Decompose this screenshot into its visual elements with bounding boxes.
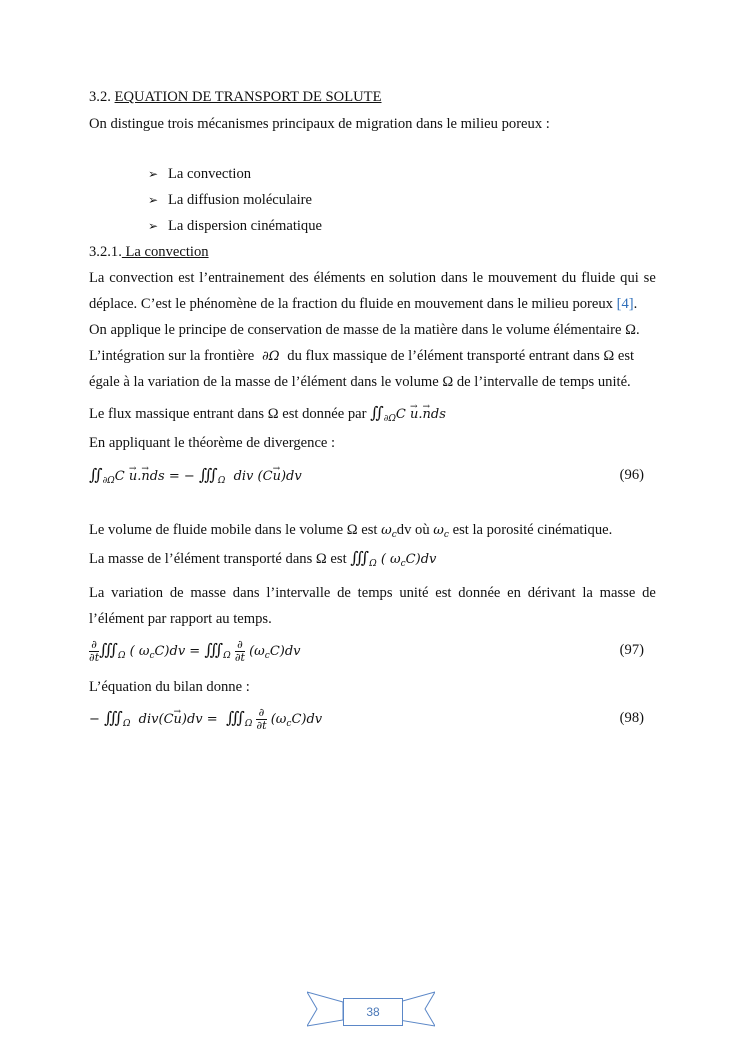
arrow-bullet-icon: ➢	[148, 219, 159, 233]
subsection-heading	[89, 243, 209, 261]
paragraph-line: La variation de masse dans l’intervalle de temps unité est donnée en dérivant la masse de	[89, 585, 656, 601]
list-item: La diffusion moléculaire	[168, 192, 312, 208]
section-number: 3.2.	[89, 89, 111, 105]
page-number: 38	[343, 998, 403, 1026]
mass-line: La masse de l’élément transporté dans Ω est $∭_\Omega$ ( $\omega_cC)dv$	[89, 548, 437, 569]
paragraph-line: déplace. C’est le phénomène de la fraction du fluide en mouvement dans le milieu poreux [4].	[89, 296, 638, 312]
arrow-bullet-icon: ➢	[148, 167, 159, 181]
list-item: La dispersion cinématique	[168, 218, 322, 234]
section-heading	[89, 88, 382, 106]
paragraph-text: La masse de l’élément transporté dans Ω est	[89, 551, 347, 567]
bilan-line: L’équation du bilan donne :	[89, 679, 250, 695]
boundary-symbol: ∂Ω	[257, 349, 284, 364]
subsection-title: La convection	[121, 244, 209, 260]
divergence-line: En appliquant le théorème de divergence :	[89, 435, 336, 451]
equation-number: (96)	[619, 467, 644, 483]
paragraph-text: dv où	[396, 522, 430, 538]
paragraph-text: est la porosité cinématique.	[452, 522, 613, 538]
paragraph-line: égale à la variation de la masse de l’élément dans le volume Ω de l’intervalle de temps unité.	[89, 374, 631, 390]
mobile-fluid-line: Le volume de fluide mobile dans le volume Ω est $\omega_cdv$ où $\omega_c$ est la porosité cinématique.	[89, 522, 613, 540]
equation-98: − $∭_\Omega$ $div(C\to u)dv = ∭_\Omega$ $\frac{\partial}{\partial t}$ $(\omega_cC)dv$	[89, 704, 322, 738]
list-item: La convection	[168, 166, 252, 182]
section-intro: On distingue trois mécanismes principaux de migration dans le milieu poreux :	[89, 116, 550, 132]
paragraph-text: Le volume de fluide mobile dans le volume Ω est	[89, 522, 378, 538]
flux-line	[89, 404, 446, 428]
equation-96: $∬_{\partial\Omega}C \to u.\to$ nds = − $∭_\Omega$ div (C→ u)dv	[89, 466, 302, 490]
equation-number: (97)	[619, 642, 644, 658]
subsection-number: 3.2.1.	[89, 244, 122, 260]
paragraph-line	[89, 347, 656, 366]
flux-integral: $∬_{\partial\Omega}C \to u.\to$ nds	[370, 407, 446, 422]
citation-link[interactable]: [4]	[616, 296, 634, 312]
paragraph-line: l’élément par rapport au temps.	[89, 611, 272, 627]
equation-97: $\frac{\partial}{\partial t}$ $∭_\Omega$ ( $\omega_cC)dv$ = $∭_\Omega$ $\frac{\partial}{\partial t}$ $(\omega_cC)dv$	[89, 638, 301, 664]
section-title: EQUATION DE TRANSPORT DE SOLUTE	[114, 89, 382, 105]
equation-number: (98)	[619, 710, 644, 726]
paragraph-text: Le flux massique entrant dans Ω est donnée par	[89, 406, 367, 422]
arrow-bullet-icon: ➢	[148, 193, 159, 207]
paragraph-line: On applique le principe de conservation de masse de la matière dans le volume élémentaire Ω.	[89, 322, 640, 338]
paragraph-text: du flux massique de l’élément transporté entrant dans Ω est	[287, 348, 635, 364]
paragraph-text: L’intégration sur la frontière	[89, 348, 255, 364]
paragraph-line: La convection est l’entrainement des éléments en solution dans le mouvement du fluide qui se	[89, 270, 656, 286]
paragraph-text: déplace. C’est le phénomène de la fraction du fluide en mouvement dans le milieu poreux	[89, 296, 613, 312]
